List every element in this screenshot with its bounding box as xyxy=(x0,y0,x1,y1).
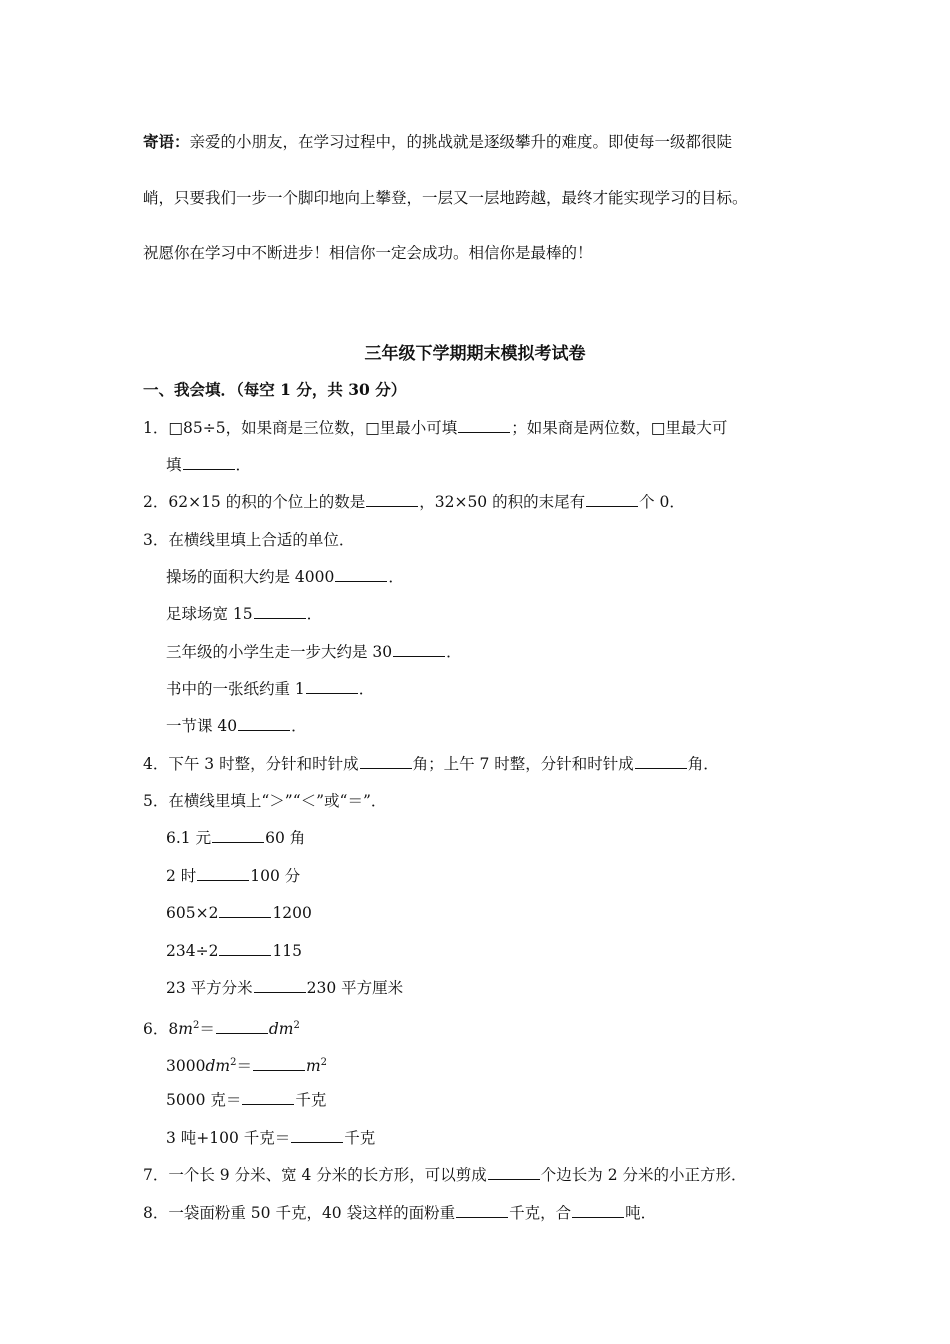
q3-item-2 xyxy=(166,603,322,625)
q7-text-b: 个边长为 2 分米的小正方形． xyxy=(540,1166,747,1184)
period: ． xyxy=(446,643,462,661)
q3-item-1-text: 操场的面积大约是 4000 xyxy=(166,568,335,586)
superscript: 2 xyxy=(230,1057,237,1068)
q6-right: 千克 xyxy=(295,1091,327,1109)
question-1-cont xyxy=(166,454,251,476)
equals-sign: ＝ xyxy=(236,1057,252,1075)
answer-blank[interactable] xyxy=(219,940,271,956)
message-lead: 寄语： xyxy=(143,132,190,151)
question-2 xyxy=(143,491,685,513)
unit-m: m xyxy=(178,1020,193,1038)
q5-right: 115 xyxy=(272,942,303,960)
q5-right: 100 分 xyxy=(250,867,301,885)
q5-right: 230 平方厘米 xyxy=(306,979,404,997)
q1-text-a: 1．□85÷5，如果商是三位数，□里最小可填 xyxy=(143,419,458,437)
period: ． xyxy=(358,680,375,698)
q3-item-5-text: 一节课 40 xyxy=(166,717,238,735)
period: ． xyxy=(388,568,404,586)
q3-item-1 xyxy=(166,566,404,588)
q6-left: 3 吨+100 千克＝ xyxy=(166,1129,291,1147)
q3-item-3-text: 三年级的小学生走一步大约是 30 xyxy=(166,643,393,661)
question-8 xyxy=(143,1202,656,1224)
message-line-2: 峭，只要我们一步一个脚印地向上攀登，一层又一层地跨越，最终才能实现学习的目标。 xyxy=(143,189,748,207)
q5-left: 2 时 xyxy=(166,867,197,885)
superscript: 2 xyxy=(320,1057,328,1068)
answer-blank[interactable] xyxy=(635,753,687,769)
q2-text-a: 2．62×15 的积的个位上的数是 xyxy=(143,493,366,511)
q5-row-5 xyxy=(166,977,403,999)
q4-text-b: 角；上午 7 时整，分针和时针成 xyxy=(412,755,634,773)
q3-item-3 xyxy=(166,641,462,663)
answer-blank[interactable] xyxy=(254,603,306,619)
q4-text-a: 4．下午 3 时整，分针和时针成 xyxy=(143,755,359,773)
question-3: 3．在横线里填上合适的单位． xyxy=(143,531,355,549)
answer-blank[interactable] xyxy=(254,977,306,993)
answer-blank[interactable] xyxy=(572,1202,624,1218)
q5-row-4 xyxy=(166,940,302,962)
q5-row-3 xyxy=(166,902,312,924)
answer-blank[interactable] xyxy=(216,1018,268,1034)
question-7 xyxy=(143,1164,747,1186)
answer-blank[interactable] xyxy=(586,491,638,507)
unit-dm: dm xyxy=(268,1020,294,1038)
q2-text-c: 个 0． xyxy=(639,493,685,511)
superscript: 2 xyxy=(293,1020,300,1031)
q5-right: 60 角 xyxy=(265,829,306,847)
q6-row-4 xyxy=(166,1127,375,1149)
q8-text-b: 千克，合 xyxy=(509,1204,572,1222)
answer-blank[interactable] xyxy=(183,454,235,470)
message-text-1: 亲爱的小朋友，在学习过程中，的挑战就是逐级攀升的难度。即使每一级都很陡 xyxy=(189,133,733,151)
answer-blank[interactable] xyxy=(242,1089,294,1105)
question-6 xyxy=(143,1015,300,1040)
section-heading: 一、我会填．（每空 1 分，共 30 分） xyxy=(143,380,407,399)
q5-left: 605×2 xyxy=(166,904,219,922)
superscript: 2 xyxy=(192,1020,200,1031)
answer-blank[interactable] xyxy=(291,1127,343,1143)
q1-text-d: ． xyxy=(235,456,252,474)
q6-value: 8 xyxy=(168,1020,179,1038)
q2-text-b: ，32×50 的积的末尾有 xyxy=(419,493,586,511)
q5-row-2 xyxy=(166,865,300,887)
q4-text-c: 角． xyxy=(687,755,719,773)
q3-item-2-text: 足球场宽 15 xyxy=(166,605,253,623)
q8-text-a: 8．一袋面粉重 50 千克，40 袋这样的面粉重 xyxy=(143,1204,456,1222)
answer-blank[interactable] xyxy=(393,641,445,657)
question-5: 5．在横线里填上“＞”“＜”或“＝”． xyxy=(143,792,387,810)
q8-text-c: 吨． xyxy=(625,1204,657,1222)
answer-blank[interactable] xyxy=(456,1202,508,1218)
answer-blank[interactable] xyxy=(253,1055,305,1071)
answer-blank[interactable] xyxy=(238,715,290,731)
q5-left: 6.1 元 xyxy=(166,829,212,847)
answer-blank[interactable] xyxy=(212,827,264,843)
q6-right: 千克 xyxy=(344,1129,376,1147)
q7-text-a: 7．一个长 9 分米、宽 4 分米的长方形，可以剪成 xyxy=(143,1166,487,1184)
unit-dm: dm xyxy=(205,1057,231,1075)
q3-item-4 xyxy=(166,678,374,700)
q3-item-4-text: 书中的一张纸约重 1 xyxy=(166,680,305,698)
period: ． xyxy=(291,717,307,735)
q5-left: 23 平方分米 xyxy=(166,979,253,997)
message-line-1 xyxy=(143,131,732,153)
q6-left: 5000 克＝ xyxy=(166,1091,242,1109)
answer-blank[interactable] xyxy=(366,491,418,507)
q6-row-2 xyxy=(166,1052,327,1077)
answer-blank[interactable] xyxy=(360,753,412,769)
question-1 xyxy=(143,417,727,439)
q5-right: 1200 xyxy=(272,904,312,922)
q1-text-b: ；如果商是两位数，□里最大可 xyxy=(511,419,728,437)
q5-row-1 xyxy=(166,827,305,849)
question-4 xyxy=(143,753,719,775)
answer-blank[interactable] xyxy=(219,902,271,918)
answer-blank[interactable] xyxy=(488,1164,540,1180)
q1-text-c: 填 xyxy=(166,456,182,474)
unit-m: m xyxy=(305,1057,321,1075)
answer-blank[interactable] xyxy=(335,566,387,582)
q5-left: 234÷2 xyxy=(166,942,219,960)
answer-blank[interactable] xyxy=(458,417,510,433)
q6-value: 3000 xyxy=(166,1057,206,1075)
q3-item-5 xyxy=(166,715,307,737)
equals-sign: ＝ xyxy=(199,1020,215,1038)
message-line-3: 祝愿你在学习中不断进步！相信你一定会成功。相信你是最棒的！ xyxy=(143,244,593,262)
q6-row-3 xyxy=(166,1089,326,1111)
period: ． xyxy=(306,605,323,623)
q6-number: 6． xyxy=(143,1020,169,1038)
exam-title: 三年级下学期期末模拟考试卷 xyxy=(364,344,586,364)
answer-blank[interactable] xyxy=(197,865,249,881)
answer-blank[interactable] xyxy=(306,678,358,694)
